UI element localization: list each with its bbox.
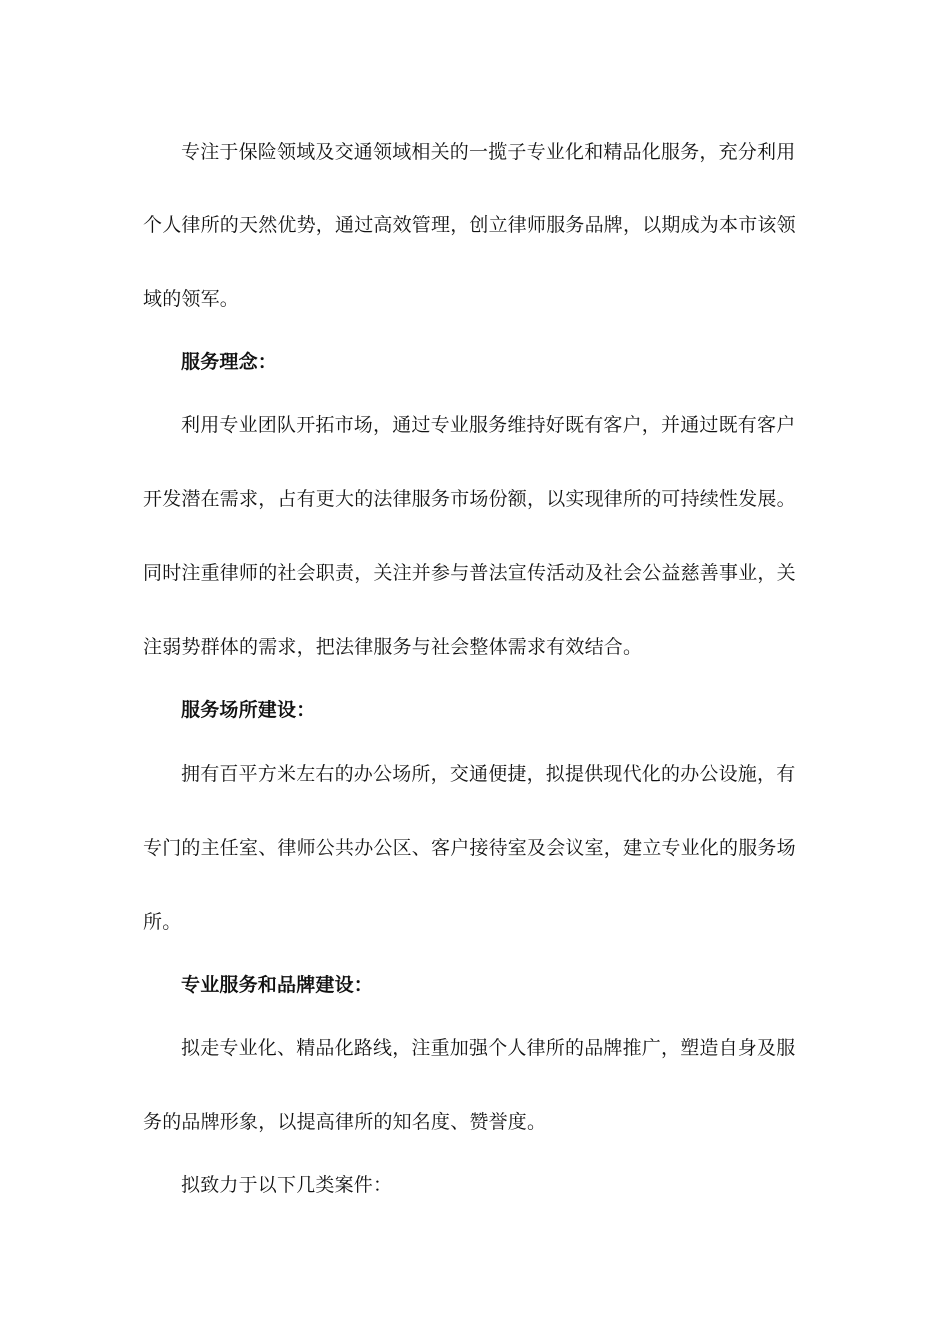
paragraph-2-line-2: 开发潜在需求，占有更大的法律服务市场份额，以实现律所的可持续性发展。	[143, 488, 796, 510]
paragraph-1-line-3: 域的领军。	[143, 288, 240, 310]
section-heading-office-construction: 服务场所建设：	[181, 699, 316, 721]
paragraph-3-line-3: 所。	[143, 911, 182, 933]
paragraph-4-line-1: 拟走专业化、精品化路线，注重加强个人律所的品牌推广，塑造自身及服	[181, 1037, 796, 1059]
section-heading-professional-service-brand: 专业服务和品牌建设：	[181, 974, 374, 996]
paragraph-5-line-1: 拟致力于以下几类案件：	[181, 1174, 393, 1196]
paragraph-3-line-2: 专门的主任室、律师公共办公区、客户接待室及会议室，建立专业化的服务场	[143, 837, 796, 859]
paragraph-4-line-2: 务的品牌形象，以提高律所的知名度、赞誉度。	[143, 1111, 547, 1133]
paragraph-2-line-1: 利用专业团队开拓市场，通过专业服务维持好既有客户，并通过既有客户	[181, 414, 796, 436]
paragraph-1-line-2: 个人律所的天然优势，通过高效管理，创立律师服务品牌，以期成为本市该领	[143, 214, 796, 236]
paragraph-3-line-1: 拥有百平方米左右的办公场所，交通便捷，拟提供现代化的办公设施，有	[181, 763, 796, 785]
section-heading-service-philosophy: 服务理念：	[181, 351, 278, 373]
paragraph-2-line-4: 注弱势群体的需求，把法律服务与社会整体需求有效结合。	[143, 636, 643, 658]
paragraph-1-line-1: 专注于保险领域及交通领域相关的一揽子专业化和精品化服务，充分利用	[181, 141, 796, 163]
paragraph-2-line-3: 同时注重律师的社会职责，关注并参与普法宣传活动及社会公益慈善事业，关	[143, 562, 796, 584]
